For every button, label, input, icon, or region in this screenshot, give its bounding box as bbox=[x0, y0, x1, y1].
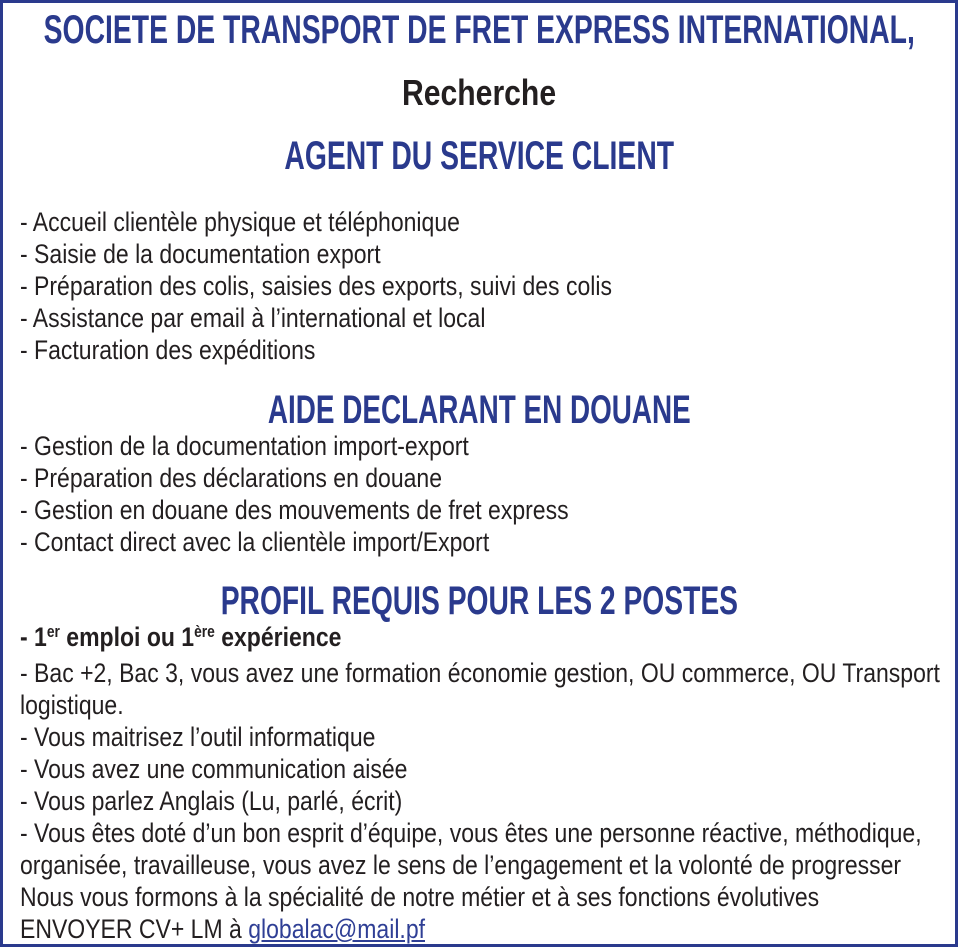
profil-section-title: PROFIL REQUIS POUR LES 2 POSTES bbox=[220, 579, 738, 623]
superscript: er bbox=[46, 623, 60, 642]
first-item-part: expérience bbox=[214, 622, 342, 652]
aide-section-heading-row bbox=[0, 388, 958, 432]
list-item: - Vous parlez Anglais (Lu, parlé, écrit) bbox=[20, 786, 403, 816]
closing-text: Nous vous formons à la spécialité de notre métier et à ses fonctions évolutives bbox=[20, 882, 820, 912]
first-item-part: emploi ou 1 bbox=[59, 622, 195, 652]
profil-section-heading-row bbox=[0, 579, 958, 623]
list-item: - Assistance par email à l’international et local bbox=[20, 303, 486, 333]
company-title-row bbox=[0, 8, 958, 52]
contact-line bbox=[20, 913, 953, 945]
recherche-row bbox=[0, 71, 958, 115]
aide-duties-list bbox=[20, 430, 953, 558]
agent-duties-list bbox=[20, 206, 953, 366]
list-item: - Vous maitrisez l’outil informatique bbox=[20, 722, 376, 752]
list-item: - Préparation des colis, saisies des exports, suivi des colis bbox=[20, 271, 612, 301]
aide-section-title: AIDE DECLARANT EN DOUANE bbox=[267, 388, 691, 432]
list-item: - Accueil clientèle physique et téléphonique bbox=[20, 207, 460, 237]
list-item: - Facturation des expéditions bbox=[20, 335, 316, 365]
profil-requirements-list bbox=[20, 621, 953, 945]
contact-label: ENVOYER CV+ LM à bbox=[20, 914, 249, 944]
list-item: - Bac +2, Bac 3, vous avez une formation économie gestion, OU commerce, OU Transport logistique. bbox=[20, 658, 940, 720]
list-item: - Vous avez une communication aisée bbox=[20, 754, 408, 784]
first-experience-item bbox=[20, 621, 953, 657]
list-item: - Saisie de la documentation export bbox=[20, 239, 381, 269]
list-item: - Contact direct avec la clientèle import/Export bbox=[20, 527, 490, 557]
list-item: - Préparation des déclarations en douane bbox=[20, 463, 443, 493]
recherche-label: Recherche bbox=[401, 72, 557, 113]
email-link[interactable]: globalac@mail.pf bbox=[248, 914, 426, 944]
list-item: - Gestion de la documentation import-export bbox=[20, 431, 469, 461]
agent-section-title: AGENT DU SERVICE CLIENT bbox=[284, 134, 674, 178]
company-name: SOCIETE DE TRANSPORT DE FRET EXPRESS INTERNATIONAL, bbox=[43, 8, 915, 52]
superscript: ère bbox=[194, 623, 215, 642]
agent-section-heading-row bbox=[0, 134, 958, 178]
first-item-part: - 1 bbox=[20, 622, 47, 652]
list-item: - Gestion en douane des mouvements de fret express bbox=[20, 495, 569, 525]
list-item: - Vous êtes doté d’un bon esprit d’équipe, vous êtes une personne réactive, méthodique, organisée, travailleuse, vous avez le sens de l’engagement et la volonté de progresser bbox=[20, 818, 922, 880]
